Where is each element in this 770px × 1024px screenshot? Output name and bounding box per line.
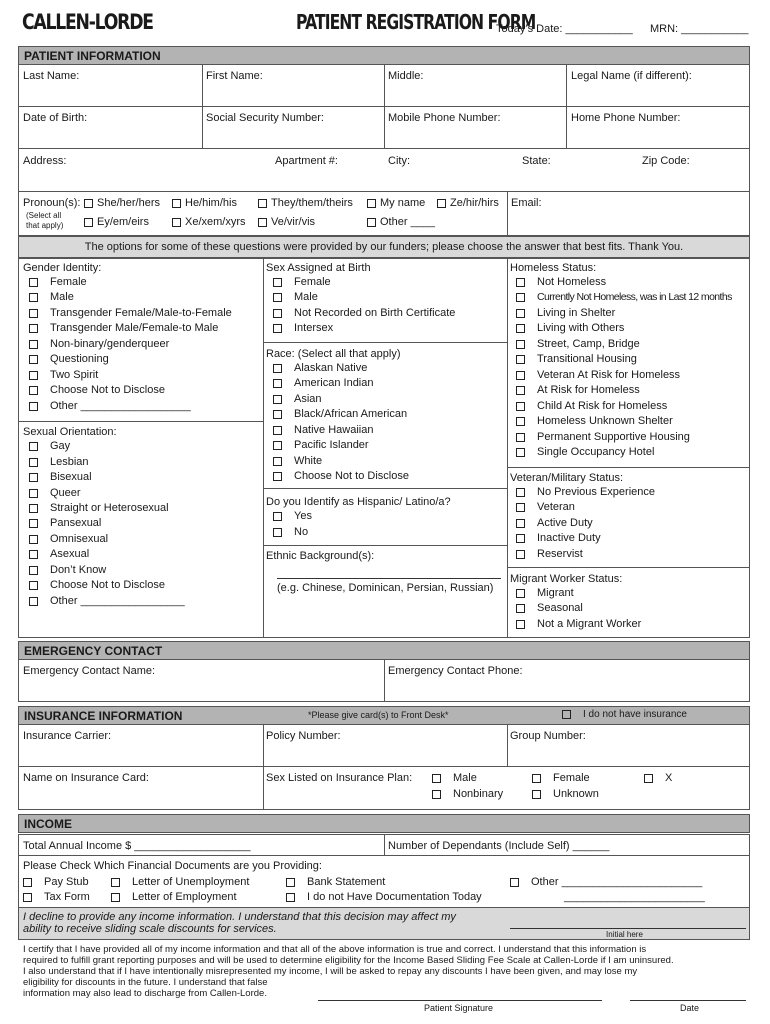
orientation-option[interactable]: Pansexual: [29, 517, 101, 529]
pronoun-option[interactable]: They/them/theirs: [258, 197, 353, 209]
section-income: INCOME: [18, 814, 750, 833]
pronoun-option[interactable]: Other ____: [367, 216, 435, 228]
financial-doc-option[interactable]: Pay Stub: [23, 876, 89, 888]
address-field[interactable]: Address:: [23, 155, 67, 167]
insurance-carrier-field[interactable]: Insurance Carrier:: [23, 730, 112, 742]
pronoun-option[interactable]: Ey/em/eirs: [84, 216, 149, 228]
first-name-field[interactable]: First Name:: [206, 70, 263, 82]
orientation-option[interactable]: Other _________________: [29, 595, 185, 607]
veteran-option[interactable]: Veteran: [516, 501, 575, 513]
sex-on-plan-option[interactable]: Female: [532, 772, 590, 784]
group-number-field[interactable]: Group Number:: [510, 730, 586, 742]
homeless-status-label: Homeless Status:: [510, 262, 597, 274]
financial-docs-label: Please Check Which Financial Documents are you Providing:: [23, 860, 322, 872]
hispanic-option[interactable]: No: [273, 526, 308, 538]
sex-on-plan-option[interactable]: Male: [432, 772, 477, 784]
orientation-option[interactable]: Asexual: [29, 548, 89, 560]
section-emergency-contact: EMERGENCY CONTACT: [18, 641, 750, 660]
pronoun-option[interactable]: Ze/hir/hirs: [437, 197, 499, 209]
emergency-name-field[interactable]: Emergency Contact Name:: [23, 665, 156, 677]
last-name-field[interactable]: Last Name:: [23, 70, 80, 82]
orientation-option[interactable]: Gay: [29, 440, 70, 452]
gender-identity-label: Gender Identity:: [23, 262, 102, 274]
financial-doc-option[interactable]: Letter of Employment: [111, 891, 237, 903]
financial-doc-option[interactable]: Other _______________________: [510, 876, 702, 888]
todays-date-field[interactable]: Today’s Date: ___________: [496, 23, 633, 35]
sex-at-birth-option[interactable]: Not Recorded on Birth Certificate: [273, 307, 455, 319]
insurance-box: [18, 724, 750, 810]
homeless-option[interactable]: Single Occupancy Hotel: [516, 446, 654, 458]
ethnic-background-label: Ethnic Background(s):: [266, 550, 375, 562]
apartment-field[interactable]: Apartment #:: [275, 155, 338, 167]
sex-at-birth-option[interactable]: Male: [273, 291, 318, 303]
race-option[interactable]: Black/African American: [273, 408, 407, 420]
gender-option[interactable]: Transgender Female/Male-to-Female: [29, 307, 232, 319]
sex-on-plan-option[interactable]: X: [644, 772, 672, 784]
email-field[interactable]: Email:: [511, 197, 542, 209]
legal-name-field[interactable]: Legal Name (if different):: [571, 70, 692, 82]
homeless-option[interactable]: At Risk for Homeless: [516, 384, 640, 396]
decline-text-2: ability to receive sliding scale discounts for services.: [23, 923, 277, 935]
gender-option[interactable]: Female: [29, 276, 87, 288]
date-label: Date: [680, 1003, 700, 1013]
date-signature-line[interactable]: [630, 1000, 746, 1001]
form-title: PATIENT REGISTRATION FORM: [296, 10, 536, 34]
sex-at-birth-option[interactable]: Female: [273, 276, 331, 288]
funders-note: The options for some of these questions were provided by our funders; please choose the answer that best fits. Thank You.: [18, 236, 750, 258]
middle-name-field[interactable]: Middle:: [388, 70, 424, 82]
orientation-option[interactable]: Straight or Heterosexual: [29, 502, 169, 514]
mobile-phone-field[interactable]: Mobile Phone Number:: [388, 112, 501, 124]
race-option[interactable]: Choose Not to Disclose: [273, 470, 409, 482]
gender-option[interactable]: Non-binary/genderqueer: [29, 338, 169, 350]
gender-option[interactable]: Transgender Male/Female-to Male: [29, 322, 218, 334]
name-on-card-field[interactable]: Name on Insurance Card:: [23, 772, 149, 784]
homeless-option[interactable]: Not Homeless: [516, 276, 606, 288]
sex-on-plan-option[interactable]: Unknown: [532, 788, 599, 800]
certification-line: eligibility for discounts in the future. I understand that false: [23, 977, 268, 988]
race-option[interactable]: Asian: [273, 393, 322, 405]
race-option[interactable]: Native Hawaiian: [273, 424, 373, 436]
race-option[interactable]: Pacific Islander: [273, 439, 369, 451]
city-field[interactable]: City:: [388, 155, 410, 167]
homeless-option[interactable]: Transitional Housing: [516, 353, 637, 365]
certification-line: I also understand that if I have intentionally misrepresented my income, I will be asked to repay any discounts I have been given, and may lose my: [23, 966, 638, 977]
veteran-option[interactable]: Reservist: [516, 548, 583, 560]
patient-signature-line[interactable]: [318, 1000, 602, 1001]
homeless-option[interactable]: Living in Shelter: [516, 307, 615, 319]
other-doc-line[interactable]: _______________________: [564, 891, 705, 903]
pronoun-option[interactable]: My name: [367, 197, 425, 209]
orientation-option[interactable]: Choose Not to Disclose: [29, 579, 165, 591]
section-patient-information: PATIENT INFORMATION: [18, 46, 750, 65]
financial-doc-option[interactable]: I do not Have Documentation Today: [286, 891, 482, 903]
pronouns-note-2: that apply): [26, 221, 64, 230]
sex-on-plan-label: Sex Listed on Insurance Plan:: [266, 772, 413, 784]
sex-on-plan-option[interactable]: Nonbinary: [432, 788, 503, 800]
ssn-field[interactable]: Social Security Number:: [206, 112, 324, 124]
policy-number-field[interactable]: Policy Number:: [266, 730, 341, 742]
orientation-option[interactable]: Queer: [29, 487, 81, 499]
gender-option[interactable]: Male: [29, 291, 74, 303]
pronoun-option[interactable]: He/him/his: [172, 197, 237, 209]
hispanic-option[interactable]: Yes: [273, 510, 312, 522]
migrant-status-label: Migrant Worker Status:: [510, 573, 623, 585]
mrn-field[interactable]: MRN: ___________: [650, 23, 749, 35]
veteran-option[interactable]: Active Duty: [516, 517, 593, 529]
dob-field[interactable]: Date of Birth:: [23, 112, 88, 124]
annual-income-field[interactable]: Total Annual Income $ ___________________: [23, 840, 251, 852]
ethnic-example: (e.g. Chinese, Dominican, Persian, Russian): [277, 582, 494, 594]
orientation-option[interactable]: Omnisexual: [29, 533, 108, 545]
pronoun-option[interactable]: Xe/xem/xyrs: [172, 216, 246, 228]
pronouns-note-1: (Select all: [26, 211, 62, 220]
initial-here-label: Initial here: [606, 930, 643, 939]
pronoun-option[interactable]: Ve/vir/vis: [258, 216, 315, 228]
initial-line[interactable]: [510, 928, 746, 929]
homeless-option[interactable]: Street, Camp, Bridge: [516, 338, 640, 350]
hispanic-label: Do you Identify as Hispanic/ Latino/a?: [266, 496, 451, 508]
no-insurance-option[interactable]: I do not have insurance: [562, 709, 687, 720]
decline-text-1: I decline to provide any income information. I understand that this decision may affect my: [23, 911, 456, 923]
certification-line: required to fulfill grant reporting purposes and will be used to determine eligibility for the Income Based Sliding Fee Scale at Callen-Lorde if I am uninsured.: [23, 955, 674, 966]
orientation-option[interactable]: Don’t Know: [29, 564, 106, 576]
section-insurance: INSURANCE INFORMATION: [18, 706, 750, 725]
patient-signature-label: Patient Signature: [424, 1003, 494, 1013]
zip-field[interactable]: Zip Code:: [642, 155, 690, 167]
race-option[interactable]: American Indian: [273, 377, 374, 389]
race-label: Race: (Select all that apply): [266, 348, 401, 360]
orientation-option[interactable]: Lesbian: [29, 456, 89, 468]
pronoun-option[interactable]: She/her/hers: [84, 197, 160, 209]
migrant-option[interactable]: Seasonal: [516, 602, 583, 614]
home-phone-field[interactable]: Home Phone Number:: [571, 112, 681, 124]
sex-at-birth-label: Sex Assigned at Birth: [266, 262, 371, 274]
insurance-note: *Please give card(s) to Front Desk*: [308, 710, 449, 720]
race-option[interactable]: White: [273, 455, 322, 467]
gender-option[interactable]: Choose Not to Disclose: [29, 384, 165, 396]
financial-doc-option[interactable]: Bank Statement: [286, 876, 385, 888]
homeless-option[interactable]: Veteran At Risk for Homeless: [516, 369, 680, 381]
certification-line: information may also lead to discharge from Callen-Lorde.: [23, 988, 267, 999]
veteran-option[interactable]: Inactive Duty: [516, 532, 601, 544]
orientation-option[interactable]: Bisexual: [29, 471, 92, 483]
gender-option[interactable]: Two Spirit: [29, 369, 98, 381]
gender-option[interactable]: Questioning: [29, 353, 109, 365]
migrant-option[interactable]: Migrant: [516, 587, 574, 599]
homeless-option[interactable]: Currently Not Homeless, was in Last 12 months: [516, 291, 732, 303]
pronouns-label: Pronoun(s):: [23, 197, 81, 209]
certification-line: I certify that I have provided all of my income information and that all of the above information is true and correct. I understand that this information is: [23, 944, 647, 955]
logo: CALLEN-LORDE: [22, 10, 153, 34]
ethnic-background-line[interactable]: [277, 578, 501, 579]
gender-option[interactable]: Other __________________: [29, 400, 191, 412]
homeless-option[interactable]: Living with Others: [516, 322, 624, 334]
sexual-orientation-label: Sexual Orientation:: [23, 426, 117, 438]
sex-at-birth-option[interactable]: Intersex: [273, 322, 333, 334]
financial-doc-option[interactable]: Letter of Unemployment: [111, 876, 249, 888]
migrant-option[interactable]: Not a Migrant Worker: [516, 618, 641, 630]
state-field[interactable]: State:: [522, 155, 551, 167]
financial-doc-option[interactable]: Tax Form: [23, 891, 90, 903]
homeless-option[interactable]: Homeless Unknown Shelter: [516, 415, 673, 427]
homeless-option[interactable]: Permanent Supportive Housing: [516, 431, 690, 443]
homeless-option[interactable]: Child At Risk for Homeless: [516, 400, 667, 412]
veteran-option[interactable]: No Previous Experience: [516, 486, 655, 498]
dependants-field[interactable]: Number of Dependants (Include Self) ______: [388, 840, 610, 852]
emergency-phone-field[interactable]: Emergency Contact Phone:: [388, 665, 523, 677]
veteran-status-label: Veteran/Military Status:: [510, 472, 624, 484]
race-option[interactable]: Alaskan Native: [273, 362, 367, 374]
